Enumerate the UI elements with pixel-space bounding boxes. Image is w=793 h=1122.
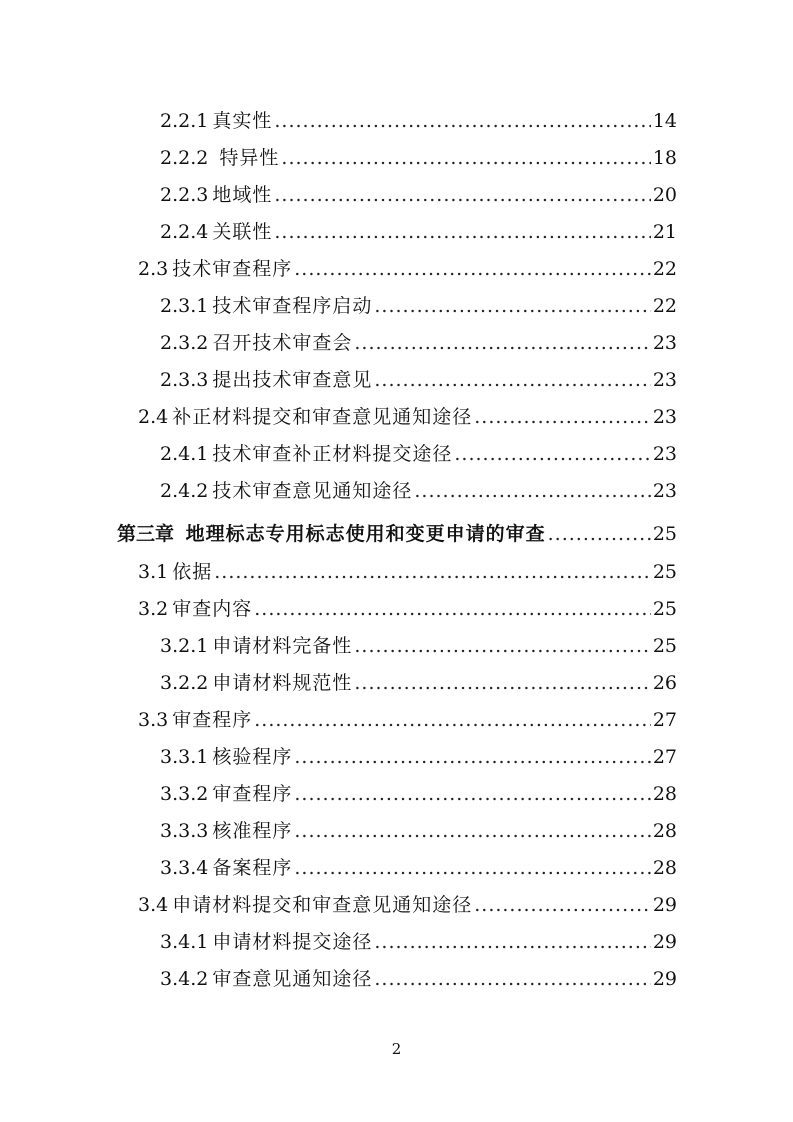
toc-entry[interactable] — [160, 781, 677, 807]
toc-leader-dots — [374, 367, 650, 393]
toc-page-number: 14 — [652, 110, 677, 132]
toc-page-number: 20 — [652, 184, 677, 206]
page-number: 2 — [391, 1040, 402, 1058]
toc-page-number: 18 — [652, 147, 677, 169]
toc-entry-label: 3.3.4 备案程序 — [160, 857, 293, 879]
toc-entry[interactable] — [160, 145, 677, 171]
toc-leader-dots — [354, 633, 650, 659]
toc-leader-dots — [454, 441, 650, 467]
toc-page-number: 21 — [652, 221, 677, 243]
toc-page-number: 23 — [652, 406, 677, 428]
toc-page-number: 29 — [652, 968, 677, 990]
toc-leader-dots — [274, 182, 650, 208]
toc-page-number: 25 — [652, 561, 677, 583]
toc-page-number: 28 — [652, 820, 677, 842]
toc-page-number: 23 — [652, 369, 677, 391]
toc-leader-dots — [274, 108, 650, 134]
toc-leader-dots — [354, 330, 650, 356]
toc-chapter-entry[interactable] — [117, 521, 677, 547]
toc-entry[interactable] — [138, 404, 677, 430]
toc-entry[interactable] — [160, 633, 677, 659]
toc-entry-label: 2.4.1 技术审查补正材料提交途径 — [160, 443, 453, 465]
toc-entry[interactable] — [160, 330, 677, 356]
toc-leader-dots — [294, 781, 650, 807]
toc-leader-dots — [414, 478, 650, 504]
toc-entry-label: 3.4.1 申请材料提交途径 — [160, 931, 373, 953]
toc-entry-label: 3.4 申请材料提交和审查意见通知途径 — [138, 894, 473, 916]
toc-leader-dots — [294, 744, 650, 770]
toc-page-number: 23 — [652, 480, 677, 502]
toc-page-number: 29 — [652, 894, 677, 916]
toc-entry[interactable] — [160, 441, 677, 467]
toc-entry[interactable] — [138, 559, 677, 585]
toc-leader-dots — [374, 293, 650, 319]
toc-entry-label: 2.4 补正材料提交和审查意见通知途径 — [138, 406, 473, 428]
toc-entry-label: 3.1 依据 — [138, 561, 213, 583]
toc-page-number: 25 — [652, 523, 677, 545]
toc-entry-label: 2.2.2 特异性 — [160, 147, 280, 169]
toc-leader-dots — [294, 256, 651, 282]
toc-leader-dots — [374, 966, 650, 992]
toc-entry-label: 2.2.3 地域性 — [160, 184, 273, 206]
toc-page-number: 26 — [652, 672, 677, 694]
toc-entry-label: 3.3 审查程序 — [138, 709, 253, 731]
toc-leader-dots — [548, 521, 651, 547]
toc-entry-label: 2.2.4 关联性 — [160, 221, 273, 243]
toc-entry[interactable] — [160, 219, 677, 245]
toc-entry[interactable] — [160, 478, 677, 504]
toc-entry[interactable] — [160, 108, 677, 134]
toc-leader-dots — [214, 559, 651, 585]
toc-entry[interactable] — [160, 293, 677, 319]
toc-page-number: 23 — [652, 443, 677, 465]
toc-entry[interactable] — [138, 256, 677, 282]
toc-entry-label: 第三章 地理标志专用标志使用和变更申请的审查 — [117, 523, 546, 545]
toc-leader-dots — [294, 818, 650, 844]
toc-entry-label: 2.3.1 技术审查程序启动 — [160, 295, 373, 317]
toc-page-number: 29 — [652, 931, 677, 953]
toc-leader-dots — [281, 145, 650, 171]
toc-page-number: 22 — [652, 295, 677, 317]
toc-entry[interactable] — [138, 707, 677, 733]
toc-page-number: 28 — [652, 783, 677, 805]
toc-entry[interactable] — [160, 929, 677, 955]
toc-leader-dots — [374, 929, 650, 955]
toc-page-number: 22 — [652, 258, 677, 280]
toc-leader-dots — [294, 855, 650, 881]
toc-entry-label: 2.4.2 技术审查意见通知途径 — [160, 480, 413, 502]
toc-page-number: 27 — [652, 709, 677, 731]
toc-leader-dots — [254, 707, 651, 733]
toc-entry-label: 3.4.2 审查意见通知途径 — [160, 968, 373, 990]
toc-leader-dots — [254, 596, 651, 622]
toc-page-number: 23 — [652, 332, 677, 354]
toc-entry-label: 2.3 技术审查程序 — [138, 258, 293, 280]
toc-entry[interactable] — [160, 182, 677, 208]
toc-leader-dots — [474, 404, 651, 430]
toc-page-number: 25 — [652, 635, 677, 657]
toc-entry-label: 3.3.3 核准程序 — [160, 820, 293, 842]
toc-entry-label: 3.2 审查内容 — [138, 598, 253, 620]
toc-entry-label: 2.3.3 提出技术审查意见 — [160, 369, 373, 391]
toc-page-number: 25 — [652, 598, 677, 620]
toc-entry[interactable] — [160, 367, 677, 393]
toc-entry-label: 2.3.2 召开技术审查会 — [160, 332, 353, 354]
toc-page-number: 27 — [652, 746, 677, 768]
toc-entry-label: 2.2.1 真实性 — [160, 110, 273, 132]
toc-entry-label: 3.3.2 审查程序 — [160, 783, 293, 805]
toc-page-number: 28 — [652, 857, 677, 879]
toc-entry[interactable] — [160, 744, 677, 770]
toc-entry[interactable] — [138, 596, 677, 622]
toc-entry-label: 3.2.2 申请材料规范性 — [160, 672, 353, 694]
toc-entry[interactable] — [160, 855, 677, 881]
toc-entry-label: 3.2.1 申请材料完备性 — [160, 635, 353, 657]
toc-leader-dots — [354, 670, 650, 696]
toc-entry[interactable] — [138, 892, 677, 918]
toc-leader-dots — [274, 219, 650, 245]
toc-entry[interactable] — [160, 670, 677, 696]
toc-entry[interactable] — [160, 966, 677, 992]
toc-leader-dots — [474, 892, 651, 918]
toc-entry[interactable] — [160, 818, 677, 844]
toc-entry-label: 3.3.1 核验程序 — [160, 746, 293, 768]
